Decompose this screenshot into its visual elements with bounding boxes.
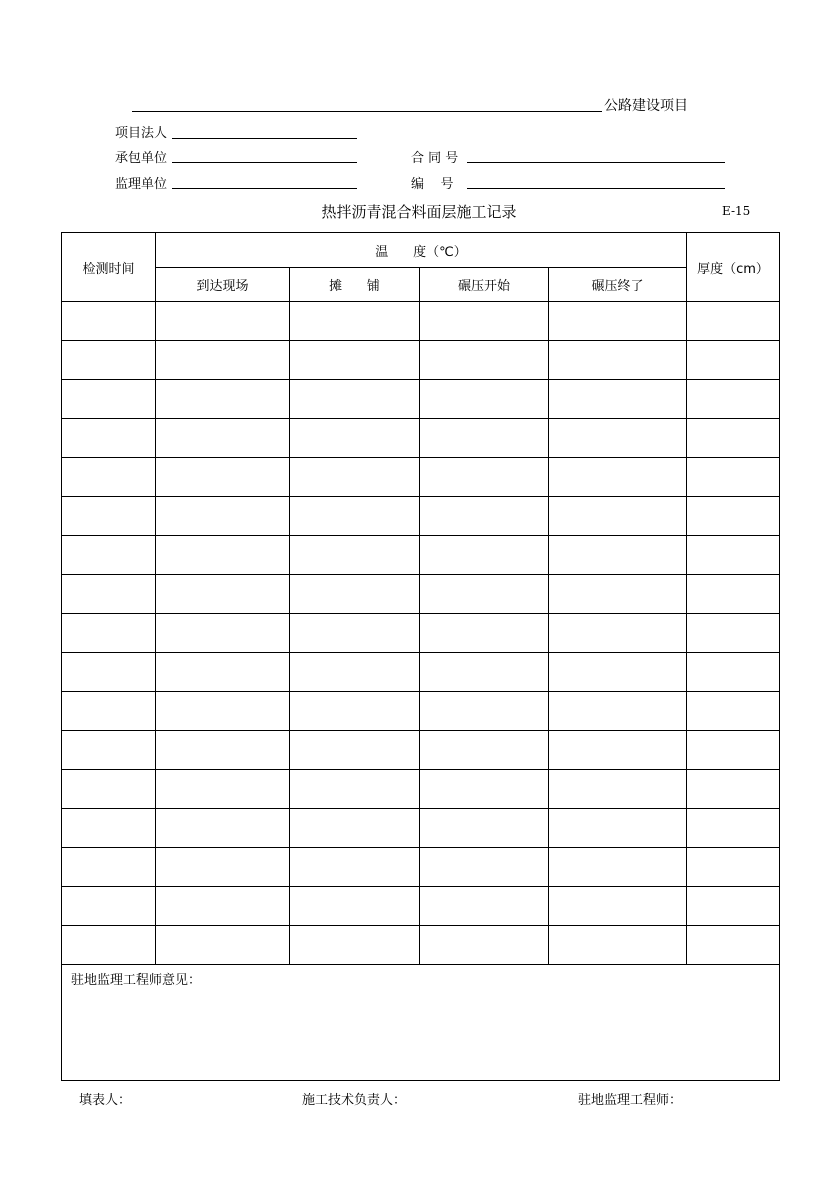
table-row <box>62 497 780 536</box>
table-cell[interactable] <box>290 497 420 536</box>
table-cell[interactable] <box>549 887 687 926</box>
table-cell[interactable] <box>420 380 549 419</box>
field-serial-no[interactable] <box>467 188 725 189</box>
table-row <box>62 731 780 770</box>
table-cell[interactable] <box>156 848 290 887</box>
table-cell[interactable] <box>290 458 420 497</box>
table-row <box>62 848 780 887</box>
table-row <box>62 770 780 809</box>
label-supervision-unit: 监理单位 <box>115 177 168 192</box>
table-cell[interactable] <box>549 341 687 380</box>
table-row <box>62 809 780 848</box>
table-cell[interactable] <box>62 926 156 965</box>
table-cell[interactable] <box>62 809 156 848</box>
table-cell[interactable] <box>549 380 687 419</box>
table-cell[interactable] <box>290 731 420 770</box>
table-row <box>62 302 780 341</box>
table-cell[interactable] <box>62 653 156 692</box>
table-cell[interactable] <box>156 497 290 536</box>
table-cell[interactable] <box>549 419 687 458</box>
table-cell[interactable] <box>420 926 549 965</box>
table-cell[interactable] <box>687 653 780 692</box>
table-cell[interactable] <box>687 887 780 926</box>
header-temp-rolling-start: 碾压开始 <box>420 268 549 302</box>
header-thickness: 厚度（cm） <box>687 233 780 302</box>
label-serial-no: 编 号 <box>411 177 454 192</box>
table-cell[interactable] <box>549 809 687 848</box>
table-cell[interactable] <box>156 653 290 692</box>
table-cell[interactable] <box>290 575 420 614</box>
table-row <box>62 380 780 419</box>
table-row <box>62 926 780 965</box>
table-cell[interactable] <box>687 926 780 965</box>
table-cell[interactable] <box>156 536 290 575</box>
table-cell[interactable] <box>549 614 687 653</box>
table-cell[interactable] <box>420 341 549 380</box>
table-cell[interactable] <box>290 887 420 926</box>
supervisor-opinion-label: 驻地监理工程师意见： <box>71 973 202 988</box>
label-contractor: 承包单位 <box>115 151 168 166</box>
table-cell[interactable] <box>290 653 420 692</box>
table-cell[interactable] <box>420 575 549 614</box>
header-temp-paving: 摊 铺 <box>290 268 420 302</box>
table-cell[interactable] <box>687 497 780 536</box>
header-temp-rolling-end: 碾压终了 <box>549 268 687 302</box>
table-cell[interactable] <box>420 692 549 731</box>
form-code: E-15 <box>722 204 751 218</box>
footer-supervisor: 驻地监理工程师： <box>578 1093 683 1108</box>
supervisor-opinion-box[interactable] <box>62 965 780 1081</box>
table-cell[interactable] <box>687 848 780 887</box>
table-cell[interactable] <box>290 848 420 887</box>
table-row <box>62 575 780 614</box>
footer-filler: 填表人： <box>79 1093 132 1108</box>
table-cell[interactable] <box>290 536 420 575</box>
table-row <box>62 653 780 692</box>
record-table <box>61 232 780 1081</box>
table-cell[interactable] <box>420 497 549 536</box>
table-cell[interactable] <box>62 380 156 419</box>
table-cell[interactable] <box>156 692 290 731</box>
table-cell[interactable] <box>687 419 780 458</box>
table-cell[interactable] <box>420 848 549 887</box>
table-cell[interactable] <box>62 497 156 536</box>
table-cell[interactable] <box>62 341 156 380</box>
table-cell[interactable] <box>549 848 687 887</box>
table-cell[interactable] <box>687 731 780 770</box>
table-cell[interactable] <box>549 302 687 341</box>
table-cell[interactable] <box>156 770 290 809</box>
table-cell[interactable] <box>62 419 156 458</box>
table-cell[interactable] <box>156 341 290 380</box>
table-cell[interactable] <box>62 848 156 887</box>
table-cell[interactable] <box>156 575 290 614</box>
table-cell[interactable] <box>420 653 549 692</box>
header-inspection-time: 检测时间 <box>62 233 156 302</box>
table-cell[interactable] <box>420 731 549 770</box>
table-cell[interactable] <box>290 341 420 380</box>
table-cell[interactable] <box>420 536 549 575</box>
table-row <box>62 887 780 926</box>
label-project-owner: 项目法人 <box>115 126 168 141</box>
field-supervision-unit[interactable] <box>172 188 357 189</box>
table-cell[interactable] <box>156 809 290 848</box>
table-cell[interactable] <box>420 302 549 341</box>
table-cell[interactable] <box>290 419 420 458</box>
form-title: 热拌沥青混合料面层施工记录 <box>321 203 517 221</box>
table-cell[interactable] <box>62 731 156 770</box>
table-cell[interactable] <box>420 770 549 809</box>
table-cell[interactable] <box>290 380 420 419</box>
table-cell[interactable] <box>156 380 290 419</box>
table-cell[interactable] <box>290 614 420 653</box>
table-cell[interactable] <box>549 458 687 497</box>
table-cell[interactable] <box>62 887 156 926</box>
table-cell[interactable] <box>156 458 290 497</box>
table-cell[interactable] <box>687 770 780 809</box>
table-cell[interactable] <box>687 614 780 653</box>
table-cell[interactable] <box>549 497 687 536</box>
table-row <box>62 614 780 653</box>
header-temperature: 温 度（℃） <box>156 233 687 268</box>
table-cell[interactable] <box>420 887 549 926</box>
table-cell[interactable] <box>420 614 549 653</box>
field-contractor[interactable] <box>172 162 357 163</box>
field-project-owner[interactable] <box>172 138 357 139</box>
table-cell[interactable] <box>549 770 687 809</box>
table-cell[interactable] <box>420 809 549 848</box>
table-cell[interactable] <box>62 770 156 809</box>
table-cell[interactable] <box>62 302 156 341</box>
table-cell[interactable] <box>420 419 549 458</box>
table-cell[interactable] <box>549 692 687 731</box>
project-name-line[interactable] <box>132 111 602 112</box>
label-contract-no: 合 同 号 <box>411 151 459 166</box>
table-cell[interactable] <box>156 419 290 458</box>
table-cell[interactable] <box>687 380 780 419</box>
table-cell[interactable] <box>549 926 687 965</box>
table-cell[interactable] <box>687 458 780 497</box>
project-suffix: 公路建设项目 <box>604 98 688 114</box>
header-temp-arrival: 到达现场 <box>156 268 290 302</box>
table-cell[interactable] <box>156 926 290 965</box>
table-cell[interactable] <box>290 809 420 848</box>
table-row <box>62 536 780 575</box>
table-cell[interactable] <box>549 536 687 575</box>
table-row <box>62 458 780 497</box>
table-row <box>62 341 780 380</box>
table-cell[interactable] <box>290 926 420 965</box>
table-row <box>62 419 780 458</box>
table-cell[interactable] <box>156 614 290 653</box>
table-cell[interactable] <box>549 575 687 614</box>
table-cell[interactable] <box>687 692 780 731</box>
table-cell[interactable] <box>290 770 420 809</box>
table-cell[interactable] <box>687 809 780 848</box>
table-cell[interactable] <box>62 575 156 614</box>
table-cell[interactable] <box>549 653 687 692</box>
table-cell[interactable] <box>156 887 290 926</box>
table-cell[interactable] <box>62 536 156 575</box>
table-cell[interactable] <box>290 692 420 731</box>
table-cell[interactable] <box>62 458 156 497</box>
field-contract-no[interactable] <box>467 162 725 163</box>
table-cell[interactable] <box>549 731 687 770</box>
table-cell[interactable] <box>687 302 780 341</box>
table-cell[interactable] <box>290 302 420 341</box>
table-cell[interactable] <box>156 731 290 770</box>
footer-tech-lead: 施工技术负责人： <box>302 1093 407 1108</box>
table-cell[interactable] <box>156 302 290 341</box>
table-row <box>62 692 780 731</box>
table-cell[interactable] <box>62 692 156 731</box>
table-cell[interactable] <box>420 458 549 497</box>
table-cell[interactable] <box>687 575 780 614</box>
table-cell[interactable] <box>687 341 780 380</box>
table-cell[interactable] <box>687 536 780 575</box>
table-cell[interactable] <box>62 614 156 653</box>
opinion-row <box>62 965 780 1081</box>
